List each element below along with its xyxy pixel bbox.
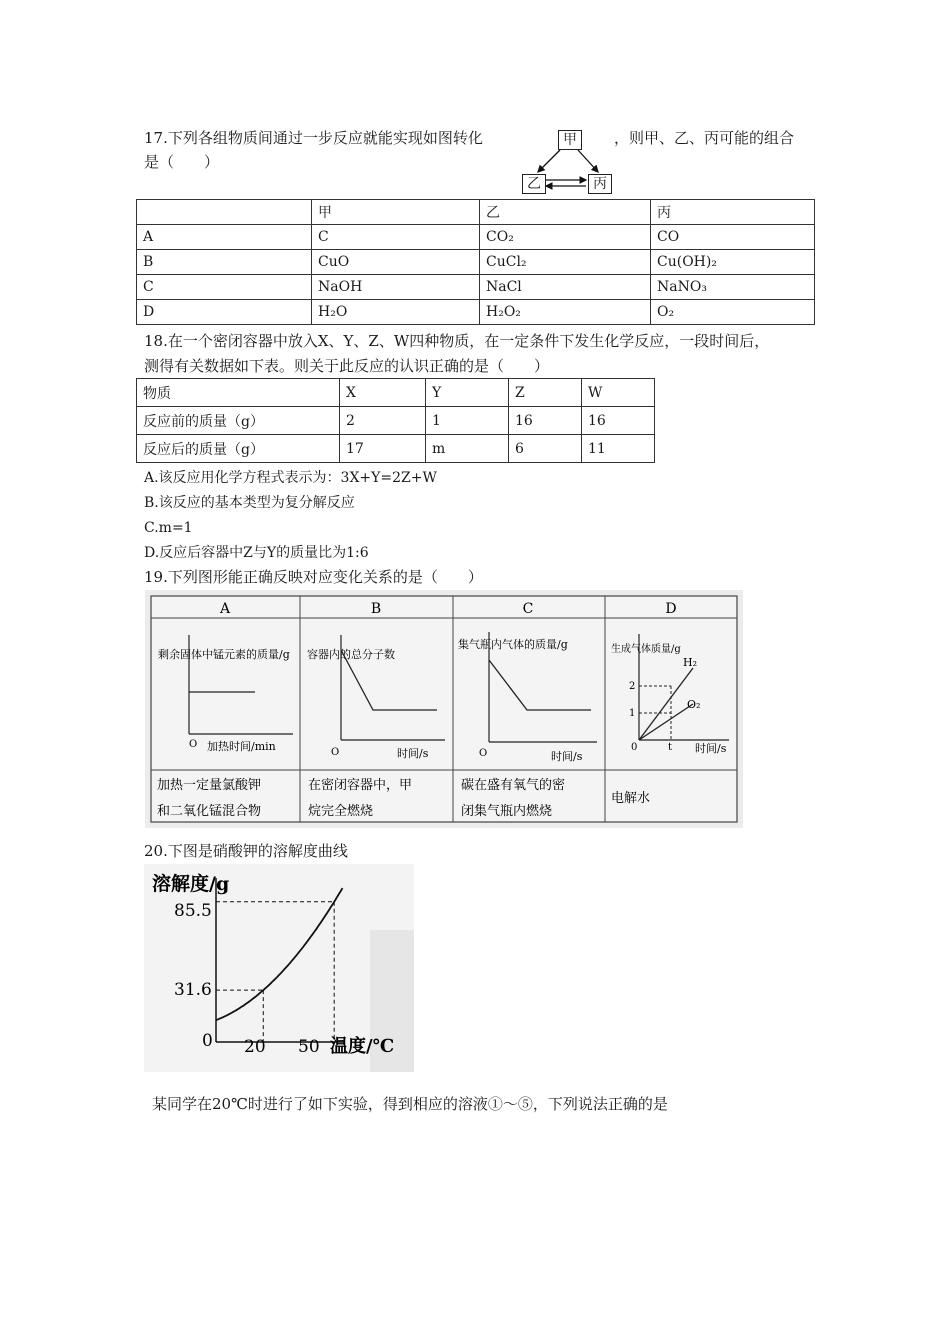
- table-row: [137, 435, 655, 463]
- q17-line1: 17.下列各组物质间通过一步反应就能实现如图转化: [144, 129, 483, 147]
- panel-d-origin: 0: [631, 742, 638, 753]
- table-cell: C: [137, 275, 312, 300]
- q17-line1-after: ，则甲、乙、丙可能的组合: [614, 129, 795, 147]
- chart-ytick-high: 85.5: [174, 901, 212, 921]
- chart-xlabel: 温度/℃: [330, 1036, 395, 1057]
- solubility-chart: [144, 864, 414, 1072]
- q20-line: 20.下图是硝酸钾的溶解度曲线: [144, 842, 348, 860]
- table-header-row: [137, 200, 815, 225]
- q18-option-c: C.m=1: [144, 520, 193, 536]
- chart-origin: 0: [202, 1031, 213, 1051]
- panel-d-desc1: 电解水: [611, 791, 651, 806]
- panel-a-label: A: [219, 601, 231, 617]
- panel-d-legend-o2: O₂: [687, 698, 701, 711]
- table-cell: 17: [340, 435, 426, 463]
- table-cell: 11: [582, 435, 655, 463]
- table-cell: CuCl₂: [480, 250, 651, 275]
- q19-line: 19.下列图形能正确反映对应变化关系的是（ ）: [144, 568, 483, 586]
- table-row: [137, 225, 815, 250]
- panel-c-label: C: [522, 601, 534, 617]
- panel-d-ylabel: 生成气体质量/g: [611, 644, 681, 655]
- table-row: [137, 275, 815, 300]
- table-cell: 16: [509, 407, 582, 435]
- table-cell: B: [137, 250, 312, 275]
- table-row: [137, 250, 815, 275]
- panel-c-desc2: 闭集气瓶内燃烧: [461, 804, 553, 819]
- table-header-cell: 乙: [480, 200, 651, 225]
- q19-graph-panel: [145, 590, 743, 828]
- table-cell: NaCl: [480, 275, 651, 300]
- conversion-diagram: [520, 128, 612, 196]
- panel-c-desc1: 碳在盛有氧气的密: [461, 778, 566, 793]
- table-cell: 反应前的质量（g）: [137, 407, 340, 435]
- table-header-cell: W: [582, 379, 655, 407]
- panel-b-origin: O: [331, 747, 340, 758]
- table-cell: 6: [509, 435, 582, 463]
- diagram-arrows: [520, 128, 612, 196]
- panel-c-xlabel: 时间/s: [551, 750, 583, 763]
- table-header-cell: 物质: [137, 379, 340, 407]
- panel-d-legend-h2: H₂: [683, 656, 698, 669]
- diagram-node-top: 甲: [558, 130, 582, 150]
- panel-b-xlabel: 时间/s: [397, 747, 429, 760]
- table-header-row: [137, 379, 655, 407]
- q18-option-a: A.该反应用化学方程式表示为：3X+Y=2Z+W: [144, 470, 437, 486]
- table-row: [137, 300, 815, 325]
- panel-d-ytick-2: 2: [629, 681, 636, 692]
- panel-a-xlabel: 加热时间/min: [207, 740, 276, 753]
- panel-c-ylabel: 集气瓶内气体的质量/g: [458, 638, 568, 651]
- table-cell: 16: [582, 407, 655, 435]
- table-cell: NaOH: [312, 275, 480, 300]
- chart-xtick-50: 50: [298, 1037, 320, 1057]
- chart-ytick-low: 31.6: [174, 980, 212, 1000]
- table-cell: CO₂: [480, 225, 651, 250]
- table-cell: H₂O: [312, 300, 480, 325]
- table-cell: C: [312, 225, 480, 250]
- q17-table: [136, 199, 815, 325]
- diagram-node-left: 乙: [522, 174, 546, 194]
- table-header-cell: 丙: [651, 200, 815, 225]
- table-cell: Cu(OH)₂: [651, 250, 815, 275]
- table-header-cell: [137, 200, 312, 225]
- panel-b-label: B: [370, 601, 382, 617]
- table-cell: m: [426, 435, 509, 463]
- panel-d-xlabel: 时间/s: [695, 742, 727, 755]
- chart-ylabel: 溶解度/g: [152, 873, 230, 895]
- table-cell: CO: [651, 225, 815, 250]
- panel-d-ytick-1: 1: [629, 708, 636, 719]
- table-cell: H₂O₂: [480, 300, 651, 325]
- q17-line2: 是（ ）: [144, 153, 220, 171]
- panel-c-origin: O: [479, 748, 488, 759]
- panel-a-ylabel: 剩余固体中锰元素的质量/g: [158, 648, 290, 661]
- panel-b-desc1: 在密闭容器中，甲: [308, 778, 413, 793]
- table-header-cell: X: [340, 379, 426, 407]
- table-cell: A: [137, 225, 312, 250]
- table-header-cell: Y: [426, 379, 509, 407]
- table-header-cell: Z: [509, 379, 582, 407]
- table-cell: NaNO₃: [651, 275, 815, 300]
- table-cell: O₂: [651, 300, 815, 325]
- q18-option-d: D.反应后容器中Z与Y的质量比为1:6: [144, 545, 369, 561]
- table-cell: CuO: [312, 250, 480, 275]
- panel-a-origin: O: [189, 739, 198, 750]
- table-cell: D: [137, 300, 312, 325]
- panel-d-label: D: [665, 601, 677, 617]
- q18-line1: 18.在一个密闭容器中放入X、Y、Z、W四种物质，在一定条件下发生化学反应，一段时间后，: [144, 332, 770, 350]
- panel-b-desc2: 烷完全燃烧: [308, 804, 374, 819]
- q18-table: [136, 378, 655, 463]
- panel-d-xtick-t: t: [668, 742, 673, 753]
- q18-line2: 测得有关数据如下表。则关于此反应的认识正确的是（ ）: [144, 357, 550, 375]
- chart-xtick-20: 20: [244, 1037, 266, 1057]
- table-cell: 1: [426, 407, 509, 435]
- panel-a-desc1: 加热一定量氯酸钾: [157, 778, 262, 793]
- diagram-node-right: 丙: [588, 174, 612, 194]
- q18-option-b: B.该反应的基本类型为复分解反应: [144, 495, 355, 511]
- panel-a-desc2: 和二氧化锰混合物: [157, 804, 262, 819]
- table-row: [137, 407, 655, 435]
- table-cell: 反应后的质量（g）: [137, 435, 340, 463]
- table-header-cell: 甲: [312, 200, 480, 225]
- q20-footer: 某同学在20℃时进行了如下实验，得到相应的溶液①～⑤，下列说法正确的是: [152, 1095, 668, 1113]
- panel-b-ylabel: 容器内的总分子数: [307, 648, 395, 661]
- table-cell: 2: [340, 407, 426, 435]
